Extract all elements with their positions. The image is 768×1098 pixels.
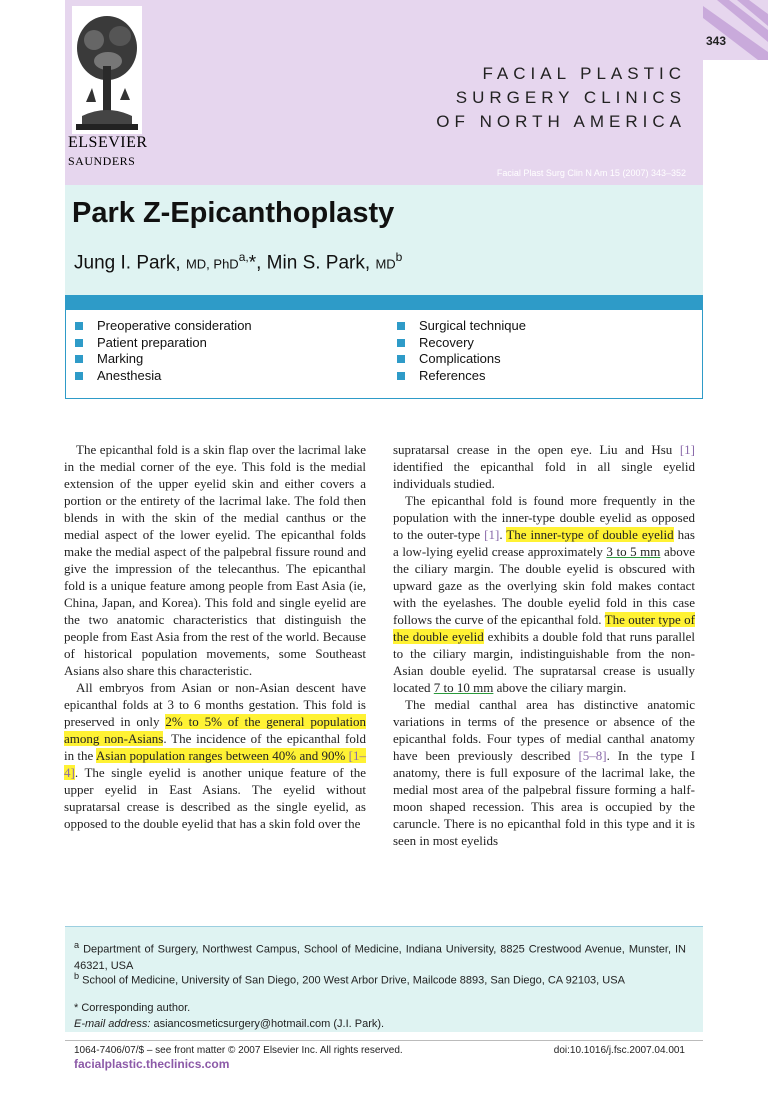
footnote-email [74,1016,686,1032]
footnote-text: School of Medicine, University of San Diego, 200 West Arbor Drive, Mailcode 8893, San Diego, CA 92103, USA [82,974,625,987]
journal-citation: Facial Plast Surg Clin N Am 15 (2007) 343–352 [496,168,686,178]
footnote-divider [65,926,703,927]
page-number: 343 [705,34,726,48]
text-run: . In the type I anatomy, there is full exposure of the lacrimal lake, the medial most area of the palpebral fissure forming a half-moon shaped recession. This area is occupied by the caruncle. There is no epicanthal fold in this type and it is seen in most eyelids [393,748,695,848]
text-run: The medial canthal area has distinctive anatomic variations in terms of the presence or absence of the epicanthal folds. Four types of medial canthal anatomy have been previously described [393,697,695,763]
doi[interactable]: doi:10.1016/j.fsc.2007.04.001 [553,1045,685,1056]
outline-list-left [75,318,252,384]
body-column-right [393,441,695,849]
corresponding-mark: *, [248,252,262,274]
citation-link[interactable]: [5–8] [578,748,607,763]
author-line [74,250,402,274]
journal-title [436,62,686,134]
outline-item[interactable]: Surgical technique [397,318,526,335]
highlight: 2% to 5% of the general population among non-Asians [64,714,366,746]
text-run: identified the epicanthal fold in all single eyelid individuals studied. [393,459,695,491]
citation-link[interactable]: [1] [679,442,695,457]
decorative-corner-stripes [703,0,768,1098]
outline-header-bar [65,295,703,310]
text-run: . [499,527,507,542]
elsevier-tree-icon [72,6,142,134]
footnote-affiliation-b [74,968,686,989]
author2-degree: MD [375,256,396,272]
outline-item[interactable]: Recovery [397,335,526,352]
outline-list-right [397,318,526,384]
underline: 7 to 10 mm [433,680,494,695]
text-run: above the ciliary margin. [493,680,627,695]
paragraph [393,441,695,492]
elsevier-logo [68,6,146,166]
copyright-notice: 1064-7406/07/$ – see front matter © 2007 Elsevier Inc. All rights reserved. [74,1045,403,1056]
outline-item[interactable]: Anesthesia [75,368,252,385]
footnote-text: Department of Surgery, Northwest Campus, School of Medicine, Indiana University, 8825 Crestwood Avenue, Munster, IN 46321, USA [74,943,686,972]
citation-link[interactable]: [1] [484,527,500,542]
paragraph [393,492,695,696]
author1-name: Jung I. Park, [74,252,181,274]
text-run: . The single eyelid is another unique feature of the upper eyelid in East Asians. The eyelid without supratarsal crease is described as the single eyelid, as opposed to the double eyelid that has a skin fold over the [64,765,366,831]
outline-item[interactable]: Preoperative consideration [75,318,252,335]
footnote-mark: b [74,971,80,981]
article-title: Park Z-Epicanthoplasty [72,197,395,229]
journal-website-link[interactable]: facialplastic.theclinics.com [74,1057,230,1071]
journal-title-line3: OF NORTH AMERICA [436,112,686,131]
text-run: All embryos from Asian or non-Asian descent have epicanthal folds at 3 to 6 months gestation. This fold is preserved in only [64,680,366,729]
text-run: . The incidence of the epicanthal fold in the [64,731,366,763]
author2-affil: b [395,250,403,264]
text-run: Asian population ranges between 40% and 90% [95,748,346,763]
text-run: above the ciliary margin. The double eyelid is obscured with upward gaze as the overlying skin fold makes contact with the eyelashes. The double eyelid fold in this case follows the curve of the epicanthal fold. [393,544,695,627]
outline-item[interactable]: Complications [397,351,526,368]
text-run: The epicanthal fold is found more frequently in the population with the inner-type double eyelid as opposed to the outer-type [393,493,695,542]
bottom-divider [65,1040,703,1041]
highlight: The inner-type of double eyelid [506,527,674,542]
email-label: E-mail address: [74,1018,151,1030]
email-address[interactable]: asiancosmeticsurgery@hotmail.com (J.I. Park). [153,1018,385,1030]
journal-title-line2: SURGERY CLINICS [455,88,686,107]
citation-link[interactable]: [1–4] [64,748,367,780]
footnote-corresponding: * Corresponding author. [74,1002,191,1014]
paragraph [64,679,366,832]
paragraph: The epicanthal fold is a skin flap over the lacrimal lake in the medial corner of the eye. This fold is the medial extension of the upper eyelid skin and either covers a portion or the entirety of the lacrimal lake. The fold then blends in with the skin of the medial canthus or the medial aspect of the lower eyelid. The epicanthal folds make the medial aspect of the palpebral fissure round and give the impression of the telecanthus. The epicanthal fold is a unique feature among people from East Asia (ie, China, Japan, and Korea). This fold and single eyelid are the two anatomic characteristics that distinguish the people from East Asia from the rest of the world. Because of historical population movements, some Southeast Asians also share this characteristic. [64,442,366,678]
author2-name: Min S. Park, [266,252,371,274]
author1-degree: MD, PhD [185,256,239,272]
saunders-wordmark: SAUNDERS [68,154,136,168]
paragraph [393,696,695,849]
journal-title-line1: FACIAL PLASTIC [482,64,686,83]
underline: 3 to 5 mm [606,544,661,559]
text-run: supratarsal crease in the open eye. Liu and Hsu [393,442,680,457]
body-column-left [64,441,366,832]
outline-item[interactable]: References [397,368,526,385]
highlight: The outer type of the double eyelid [393,612,695,644]
author1-affil: a, [238,250,249,264]
text-run: has a low-lying eyelid crease approximately [393,527,695,559]
outline-item[interactable]: Marking [75,351,252,368]
footnote-mark: a [74,940,80,950]
outline-item[interactable]: Patient preparation [75,335,252,352]
text-run: exhibits a double fold that runs parallel to the ciliary margin, indistinguishable from the non-Asian double eyelid. The supratarsal crease is usually located [393,629,695,695]
elsevier-wordmark: ELSEVIER [68,134,148,151]
